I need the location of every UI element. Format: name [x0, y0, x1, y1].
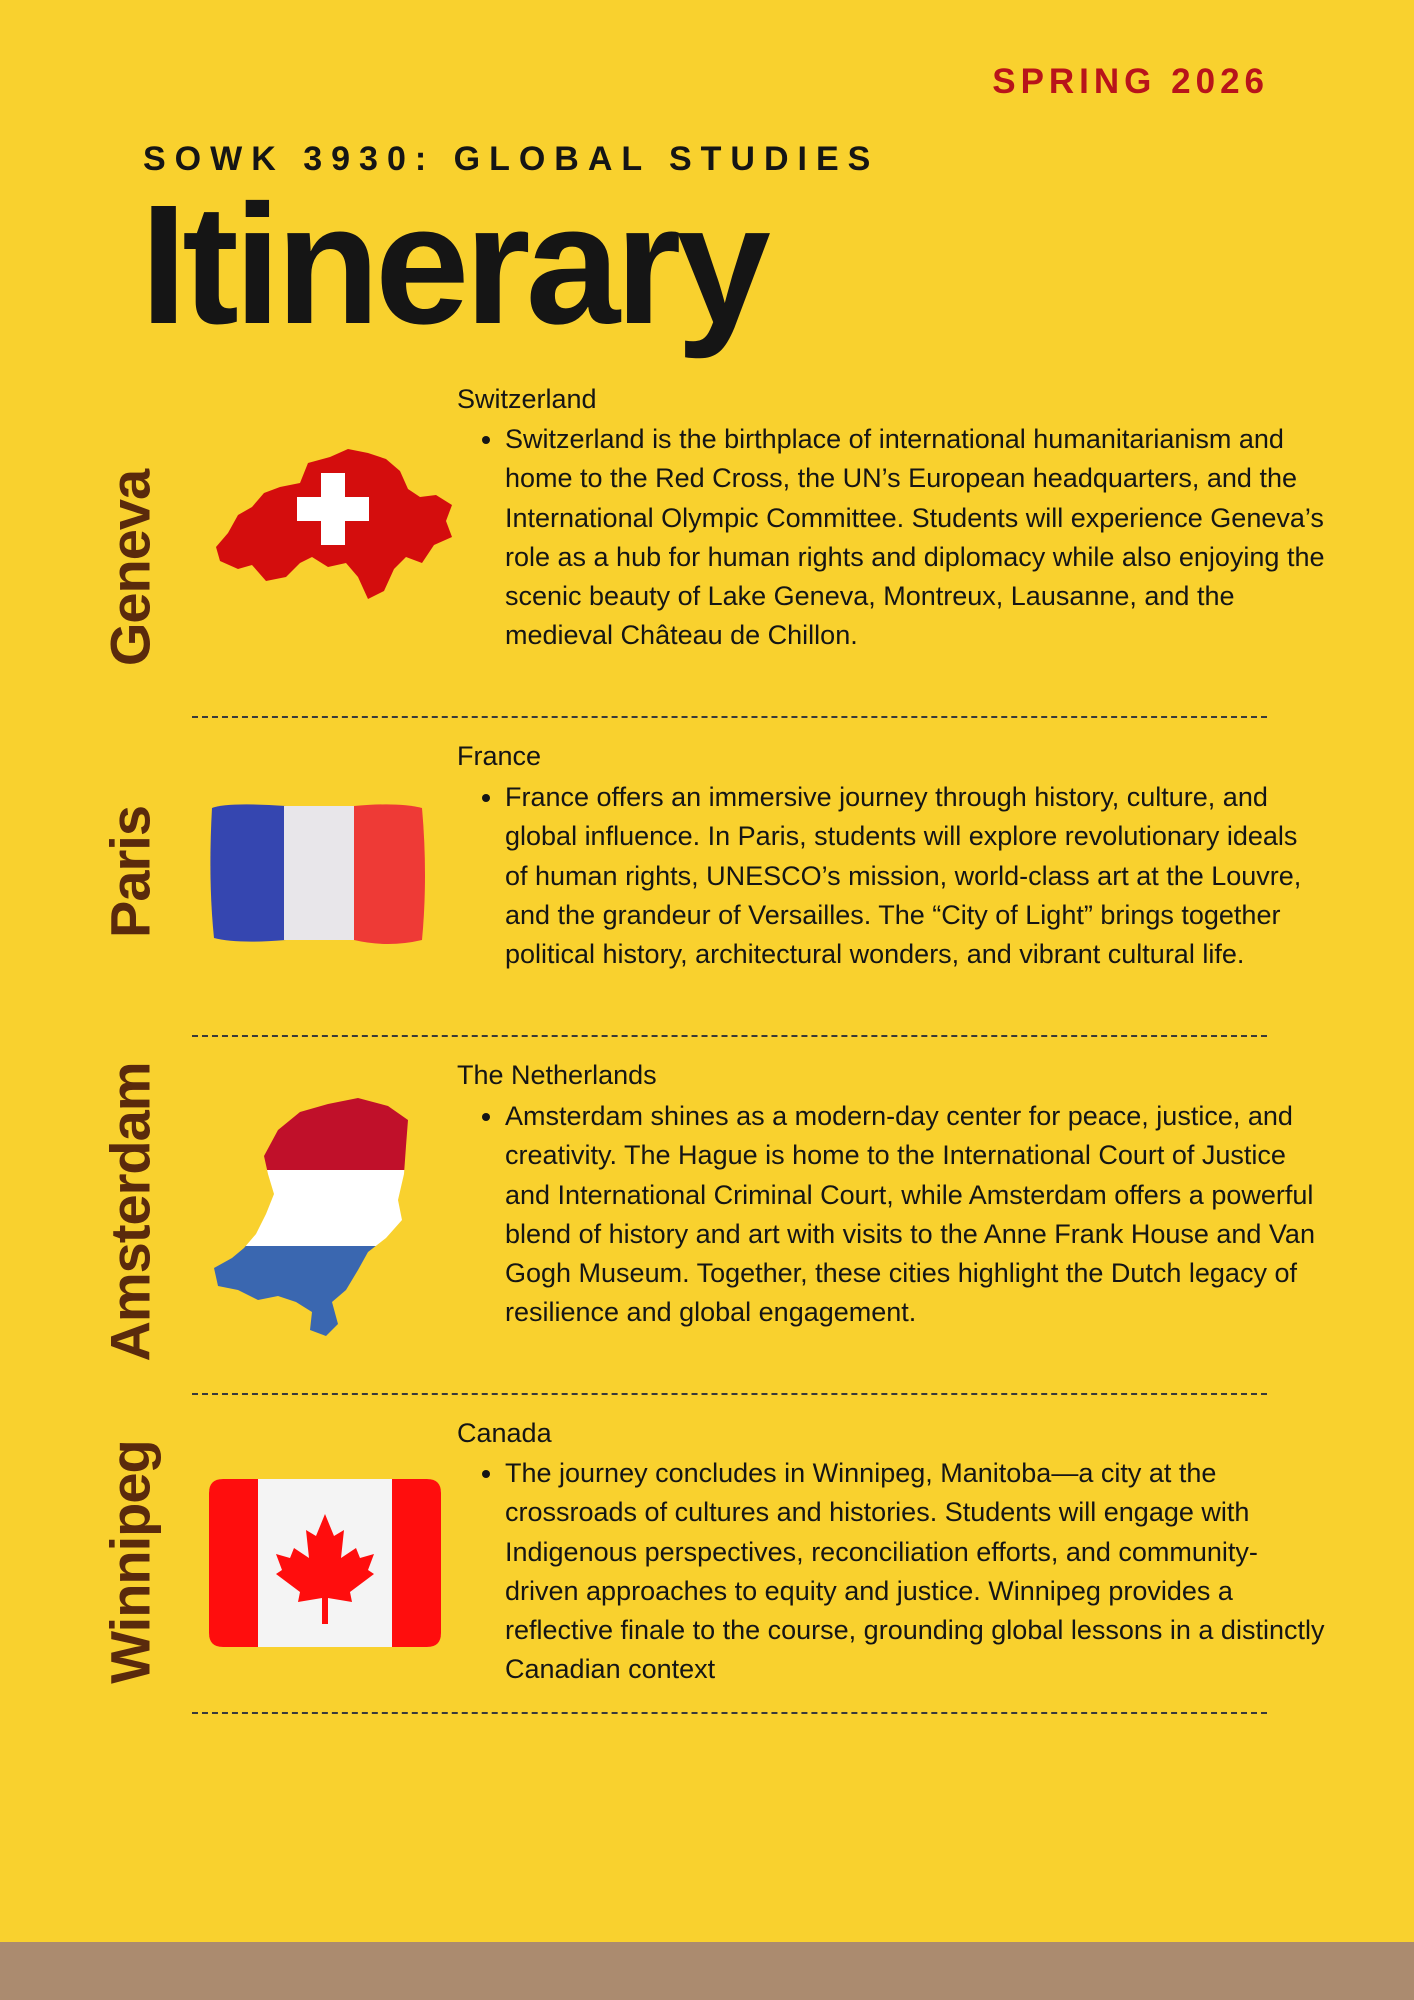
- city-label: Amsterdam: [98, 1062, 162, 1362]
- country-name: The Netherlands: [457, 1060, 657, 1090]
- stop-description-list: [457, 1097, 1325, 1333]
- stop-description: • France offers an immersive journey through history, culture, and global influence. In Paris, students will explore revolutionary ideals of human rights, UNESCO’s mission, world-class art at the Louvre, and the grandeur of Versailles. The “City of Light” brings together political history, architectural wonders, and vibrant cultural life.: [505, 778, 1325, 974]
- city-label: Paris: [98, 806, 162, 938]
- stop-description-list: [457, 778, 1325, 974]
- page-title: Itinerary: [140, 170, 766, 360]
- stop-description-list: [457, 1454, 1325, 1690]
- dutch-map-flag-icon: [208, 1090, 418, 1340]
- city-label: Winnipeg: [98, 1440, 162, 1684]
- section-divider: [192, 716, 1267, 718]
- section-divider: [192, 1035, 1267, 1037]
- canadian-flag-icon: [208, 1478, 442, 1648]
- footer-bar: [0, 1942, 1414, 2000]
- course-code: SOWK 3930: GLOBAL STUDIES: [143, 140, 880, 178]
- stop-description-list: [457, 420, 1325, 656]
- stop-description: • The journey concludes in Winnipeg, Manitoba—a city at the crossroads of cultures and histories. Students will engage with Indigenous perspectives, reconciliation efforts, and community-driven approaches to equity and justice. Winnipeg provides a reflective finale to the course, grounding global lessons in a distinctly Canadian context: [505, 1454, 1325, 1690]
- semester-label: SPRING 2026: [992, 62, 1269, 101]
- country-name: Canada: [457, 1418, 552, 1448]
- stop-description: • Amsterdam shines as a modern-day center for peace, justice, and creativity. The Hague is home to the International Court of Justice and International Criminal Court, while Amsterdam offers a powerful blend of history and art with visits to the Anne Frank House and Van Gogh Museum. Together, these cities highlight the Dutch legacy of resilience and global engagement.: [505, 1097, 1325, 1333]
- swiss-map-flag-icon: [208, 445, 458, 605]
- stop-description: • Switzerland is the birthplace of international humanitarianism and home to the Red Cross, the UN’s European headquarters, and the International Olympic Committee. Students will experience Geneva’s role as a hub for human rights and diplomacy while also enjoying the scenic beauty of Lake Geneva, Montreux, Lausanne, and the medieval Château de Chillon.: [505, 420, 1325, 656]
- section-divider: [192, 1712, 1267, 1714]
- country-name: Switzerland: [457, 384, 597, 414]
- french-flag-icon: [208, 800, 428, 950]
- city-label: Geneva: [98, 469, 162, 667]
- country-name: France: [457, 741, 542, 771]
- section-divider: [192, 1393, 1267, 1395]
